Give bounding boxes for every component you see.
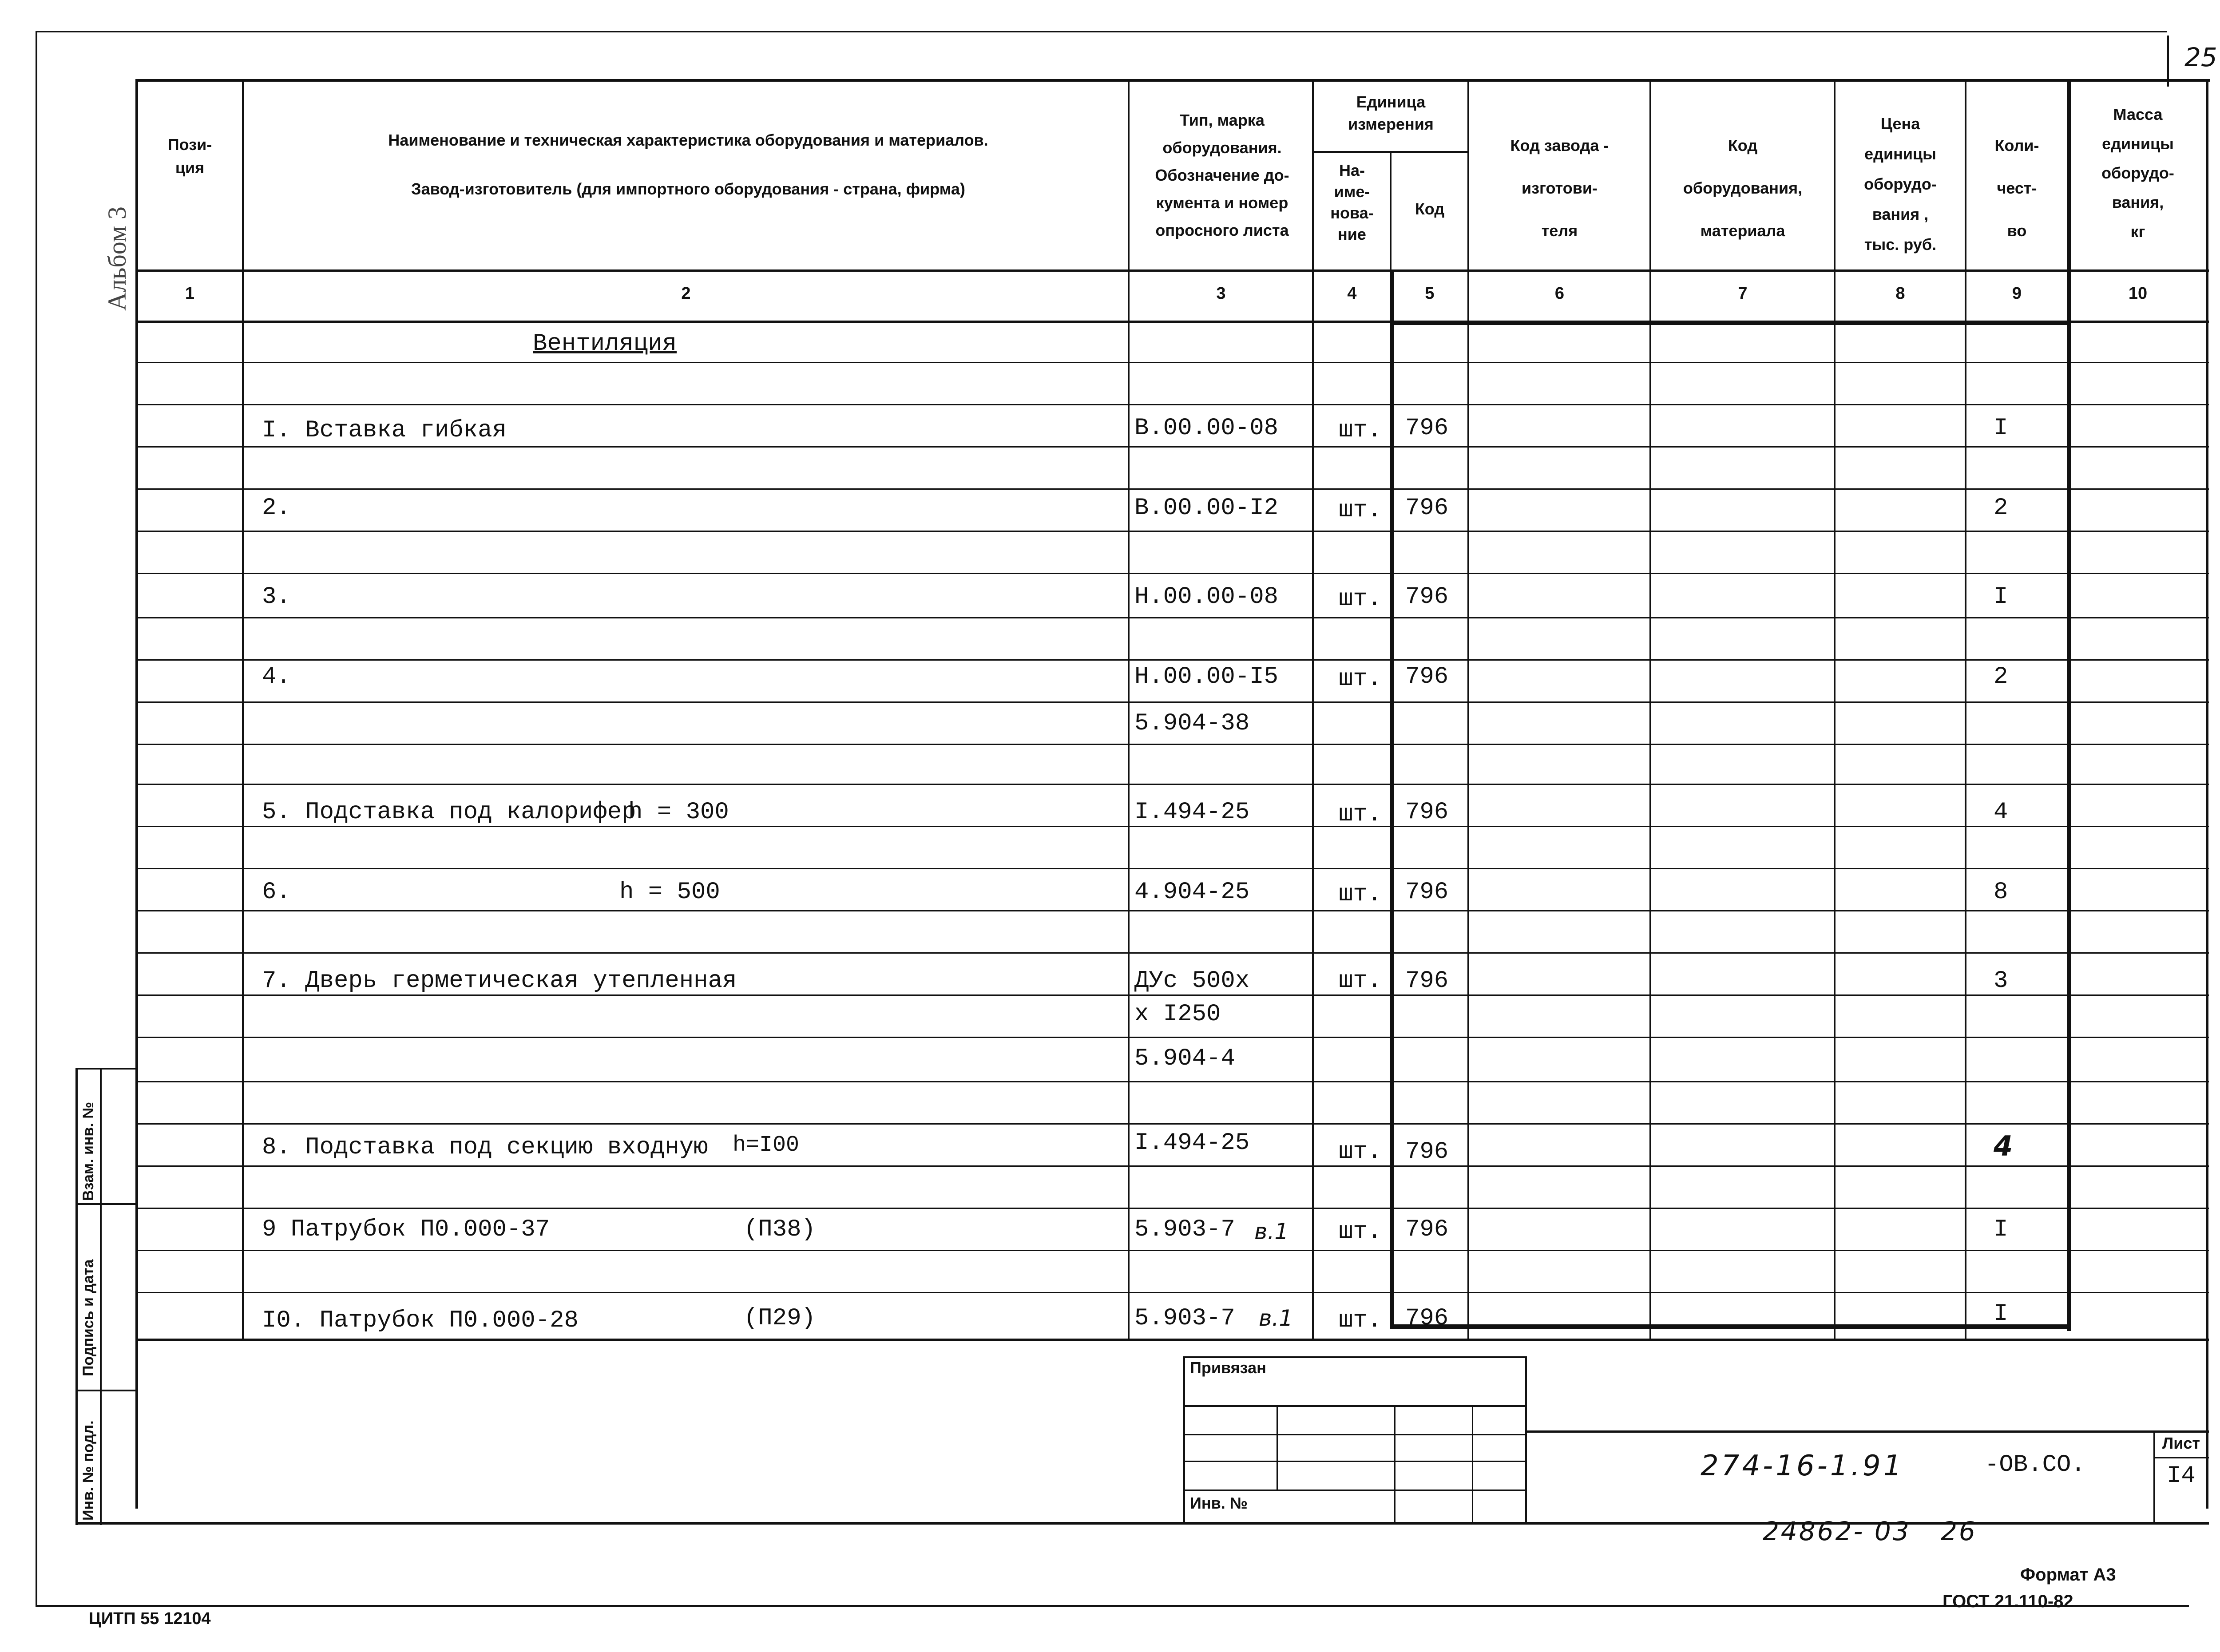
row-10-qty: I — [1994, 1300, 2008, 1327]
col-number-9: 9 — [2012, 284, 2022, 303]
row-7c-type: 5.904-4 — [1134, 1045, 1235, 1072]
album-label: Альбом 3 — [103, 206, 131, 311]
header-position: Пози- ция — [167, 135, 212, 177]
row-2-qty: 2 — [1994, 495, 2008, 522]
row-5-h: h = 300 — [628, 799, 729, 826]
row-10-type-ext: в.1 — [1259, 1305, 1293, 1331]
col-number-10: 10 — [2128, 284, 2148, 303]
stamp-handwritten-number: 24862- 03 26 — [1763, 1516, 1977, 1546]
header-type: Тип, марка оборудования. Обозначение до- кумента и номер опросного листа — [1155, 111, 1289, 239]
row-2-unit: шт. — [1339, 497, 1382, 524]
row-9-type-ext: в.1 — [1254, 1219, 1289, 1244]
row-9-code: 796 — [1405, 1216, 1449, 1243]
row-5-unit: шт. — [1339, 801, 1382, 828]
row-1-code: 796 — [1405, 415, 1449, 442]
row-8-qty: 4 — [1994, 1130, 2013, 1162]
header-unit-group-label: Единица измерения — [1348, 93, 1434, 133]
side-stamp-vzam: Взам. инв. № — [80, 1101, 97, 1201]
row-9-type: 5.903-7 — [1134, 1216, 1235, 1243]
header-quantity: Коли- чест- во — [1994, 136, 2039, 240]
footer-format: Формат А3 — [2020, 1565, 2116, 1585]
row-8-type: I.494-25 — [1134, 1129, 1250, 1157]
col-number-6: 6 — [1554, 284, 1565, 303]
row-5-type: I.494-25 — [1134, 799, 1250, 826]
footer-citp: ЦИТП 55 12104 — [89, 1609, 211, 1628]
row-2-code: 796 — [1405, 495, 1449, 522]
page-number: 25 — [2184, 42, 2217, 72]
row-5-qty: 4 — [1994, 799, 2008, 826]
col-number-2: 2 — [681, 284, 691, 303]
row-1-qty: I — [1994, 415, 2008, 442]
row-3-qty: I — [1994, 583, 2008, 610]
row-9-ref: (П38) — [744, 1216, 816, 1243]
frame-right — [2206, 79, 2208, 1509]
header-mass: Масса единицы оборудо- вания, кг — [2101, 105, 2174, 241]
header-name-line2: Завод-изготовитель (для импортного оборудования - страна, фирма) — [411, 180, 965, 198]
row-4-name: 4. — [262, 663, 291, 690]
row-10-name: I0. Патрубок П0.000-28 — [262, 1307, 579, 1334]
row-4b-type: 5.904-38 — [1134, 710, 1250, 737]
row-3-unit: шт. — [1339, 586, 1382, 613]
header-factory-code: Код завода - изготови- теля — [1510, 136, 1609, 240]
row-10-code: 796 — [1405, 1305, 1449, 1332]
row-3-type: Н.00.00-08 — [1134, 583, 1279, 610]
stamp-list-value: I4 — [2167, 1462, 2196, 1490]
stamp-privyazan: Привязан — [1190, 1359, 1266, 1377]
row-5-code: 796 — [1405, 799, 1449, 826]
row-10-ref: (П29) — [744, 1305, 816, 1332]
stamp-doc-suffix: -ОВ.СО. — [1985, 1451, 2085, 1478]
row-9-qty: I — [1994, 1216, 2008, 1243]
row-4-qty: 2 — [1994, 663, 2008, 690]
row-7b-type: х I250 — [1134, 1001, 1221, 1028]
row-6-name: 6. — [262, 879, 291, 906]
col-number-8: 8 — [1895, 284, 1905, 303]
section-title: Вентиляция — [533, 330, 677, 357]
side-stamp-inv: Инв. № подл. — [80, 1420, 97, 1521]
row-3-name: 3. — [262, 583, 291, 610]
row-1-unit: шт. — [1339, 417, 1382, 444]
col-number-1: 1 — [185, 284, 195, 303]
row-10-unit: шт. — [1339, 1307, 1382, 1334]
stamp-doc-code: 274-16-1.91 — [1701, 1450, 1904, 1482]
row-1-type: В.00.00-08 — [1134, 415, 1279, 442]
row-4-code: 796 — [1405, 663, 1449, 690]
side-stamp-podpis: Подпись и дата — [80, 1259, 97, 1376]
header-unit-name: На- име- нова- ние — [1330, 161, 1374, 243]
row-8-unit: шт. — [1339, 1138, 1382, 1165]
col-number-4: 4 — [1347, 284, 1357, 303]
row-2-name: 2. — [262, 495, 291, 522]
col-number-3: 3 — [1216, 284, 1226, 303]
row-10-type: 5.903-7 — [1134, 1305, 1235, 1332]
header-name-line1: Наименование и техническая характеристика оборудования и материалов. — [388, 131, 988, 149]
stamp-list-label: Лист — [2162, 1434, 2200, 1452]
row-9-name: 9 Патрубок П0.000-37 — [262, 1216, 550, 1243]
row-5-name: 5. Подставка под калорифер — [262, 799, 636, 826]
header-price: Цена единицы оборудо- вания , тыс. руб. — [1864, 115, 1937, 254]
row-7-name: 7. Дверь герметическая утепленная — [262, 967, 737, 994]
row-7-unit: шт. — [1339, 967, 1382, 994]
row-8-name: 8. Подставка под секцию входную — [262, 1134, 708, 1161]
row-7-type: ДУс 500х — [1134, 967, 1250, 994]
footer-gost: ГОСТ 21.110-82 — [1942, 1592, 2073, 1611]
row-7-code: 796 — [1405, 967, 1449, 994]
header-unit-code: Код — [1415, 200, 1445, 218]
col-number-7: 7 — [1738, 284, 1748, 303]
header-equipment-code: Код оборудования, материала — [1683, 136, 1803, 240]
row-6-h: h = 500 — [619, 879, 720, 906]
row-4-type: Н.00.00-I5 — [1134, 663, 1279, 690]
row-3-code: 796 — [1405, 583, 1449, 610]
col-number-5: 5 — [1425, 284, 1435, 303]
row-1-name: I. Вставка гибкая — [262, 417, 507, 444]
row-9-unit: шт. — [1339, 1218, 1382, 1245]
row-2-type: В.00.00-I2 — [1134, 495, 1279, 522]
row-6-qty: 8 — [1994, 879, 2008, 906]
row-4-unit: шт. — [1339, 666, 1382, 693]
row-8-h: h=I00 — [733, 1133, 800, 1158]
row-8-code: 796 — [1405, 1138, 1449, 1165]
row-6-code: 796 — [1405, 879, 1449, 906]
row-7-qty: 3 — [1994, 967, 2008, 994]
stamp-inv-no: Инв. № — [1190, 1494, 1248, 1512]
row-6-type: 4.904-25 — [1134, 879, 1250, 906]
row-6-unit: шт. — [1339, 881, 1382, 908]
frame-top — [135, 79, 2210, 82]
